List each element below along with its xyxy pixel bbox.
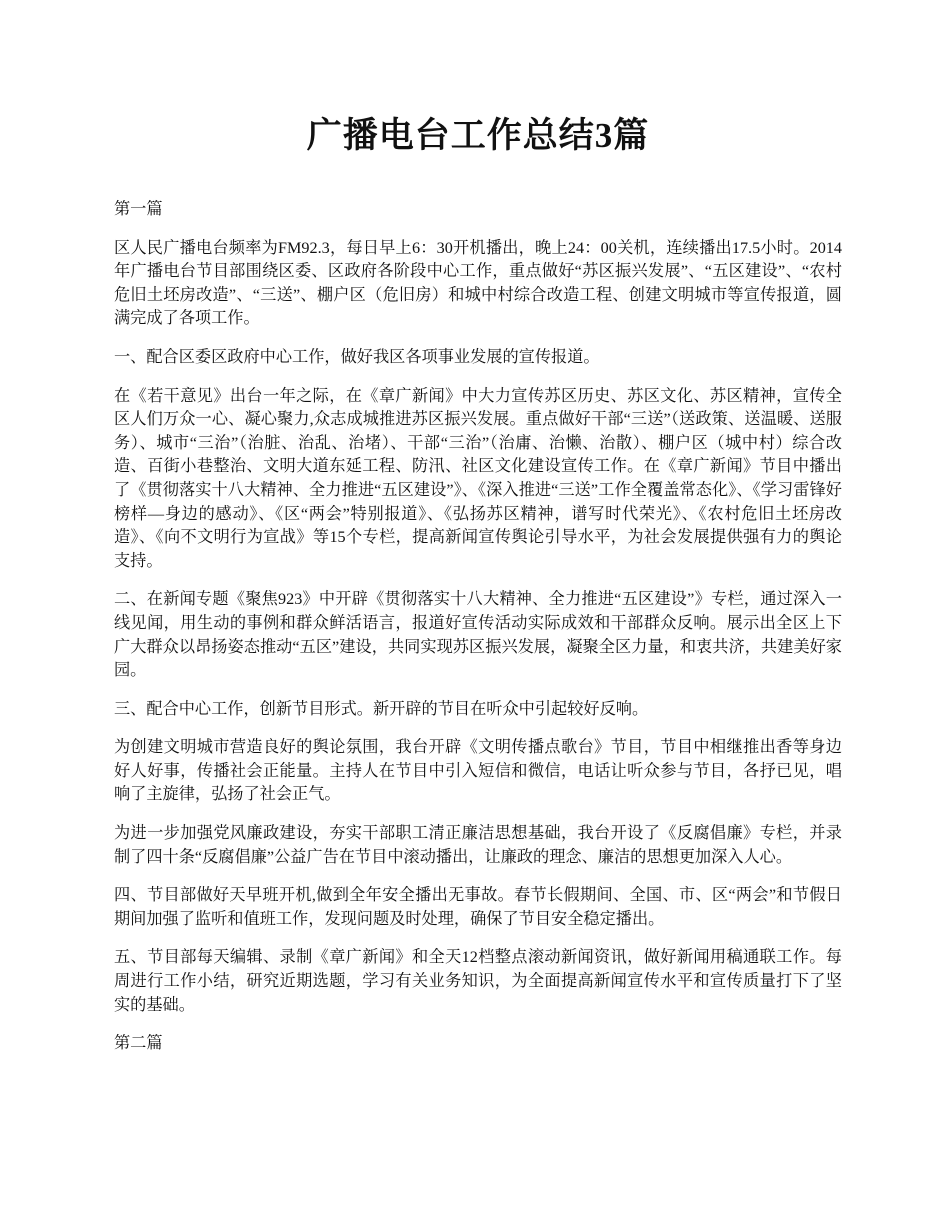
document-page [114, 112, 842, 1071]
paragraph-heading-5: 五、节目部每天编辑、录制《章广新闻》和全天12档整点滚动新闻资讯，做好新闻用稿通联工作。每周进行工作小结，研究近期选题，学习有关业务知识，为全面提高新闻宣传水平和宣传质量打下了坚实的基础。 [114, 948, 842, 1014]
paragraph-heading-2: 二、在新闻专题《聚焦923》中开辟《贯彻落实十八大精神、全力推进“五区建设”》专栏，通过深入一线见闻，用生动的事例和群众鲜活语言，报道好宣传活动实际成效和干部群众反响。展示出全区上下广大群众以昂扬姿态推动“五区”建设，共同实现苏区振兴发展，凝聚全区力量，和衷共济，共建美好家园。 [114, 590, 842, 680]
section-label-1: 第一篇 [114, 200, 163, 218]
paragraph-heading-1: 一、配合区委区政府中心工作，做好我区各项事业发展的宣传报道。 [114, 347, 600, 366]
paragraph-heading-4: 四、节目部做好天早班开机,做到全年安全播出无事故。春节长假期间、全国、市、区“两会”和节假日期间加强了监听和值班工作，发现问题及时处理，确保了节目安全稳定播出。 [114, 886, 842, 928]
paragraph-intro: 区人民广播电台频率为FM92.3，每日早上6：30开机播出，晚上24：00关机，连续播出17.5小时。2014年广播电台节目部围绕区委、区政府各阶段中心工作，重点做好“苏区振兴发展”、“五区建设”、“农村危旧土坯房改造”、“三送”、棚户区（危旧房）和城中村综合改造工程、创建文明城市等宣传报道，圆满完成了各项工作。 [114, 238, 842, 328]
document-title: 广播电台工作总结3篇 [306, 116, 650, 155]
section-label-2: 第二篇 [114, 1034, 163, 1053]
paragraph-anticorruption: 为进一步加强党风廉政建设，夯实干部职工清正廉洁思想基础，我台开设了《反腐倡廉》专栏，并录制了四十条“反腐倡廉”公益广告在节目中滚动播出，让廉政的理念、廉洁的思想更加深入人心。 [114, 824, 842, 866]
paragraph-civilization: 为创建文明城市营造良好的舆论氛围，我台开辟《文明传播点歌台》节目，节目中相继推出香等身边好人好事，传播社会正能量。主持人在节目中引入短信和微信，电话让听众参与节目，各抒已见，唱响了主旋律，弘扬了社会正气。 [114, 738, 842, 804]
paragraph-heading-3: 三、配合中心工作，创新节目形式。新开辟的节目在听众中引起较好反响。 [114, 699, 649, 718]
paragraph-publicity: 在《若干意见》出台一年之际，在《章广新闻》中大力宣传苏区历史、苏区文化、苏区精神，宣传全区人们万众一心、凝心聚力,众志成城推进苏区振兴发展。重点做好干部“三送”（送政策、送温暖、送服务）、城市“三治”（治脏、治乱、治堵）、干部“三治”（治庸、治懒、治散）、棚户区（城中村）综合改造、百街小巷整治、文明大道东延工程、防汛、社区文化建设宣传工作。在《章广新闻》节目中播出了《贯彻落实十八大精神、全力推进“五区建设”》、《深入推进“三送”工作全覆盖常态化》、《学习雷锋好榜样—身边的感动》、《区“两会”特别报道》、《弘扬苏区精神，谱写时代荣光》、《农村危旧土坯房改造》、《向不文明行为宣战》等15个专栏，提高新闻宣传舆论引导水平，为社会发展提供强有力的舆论支持。 [114, 386, 842, 570]
